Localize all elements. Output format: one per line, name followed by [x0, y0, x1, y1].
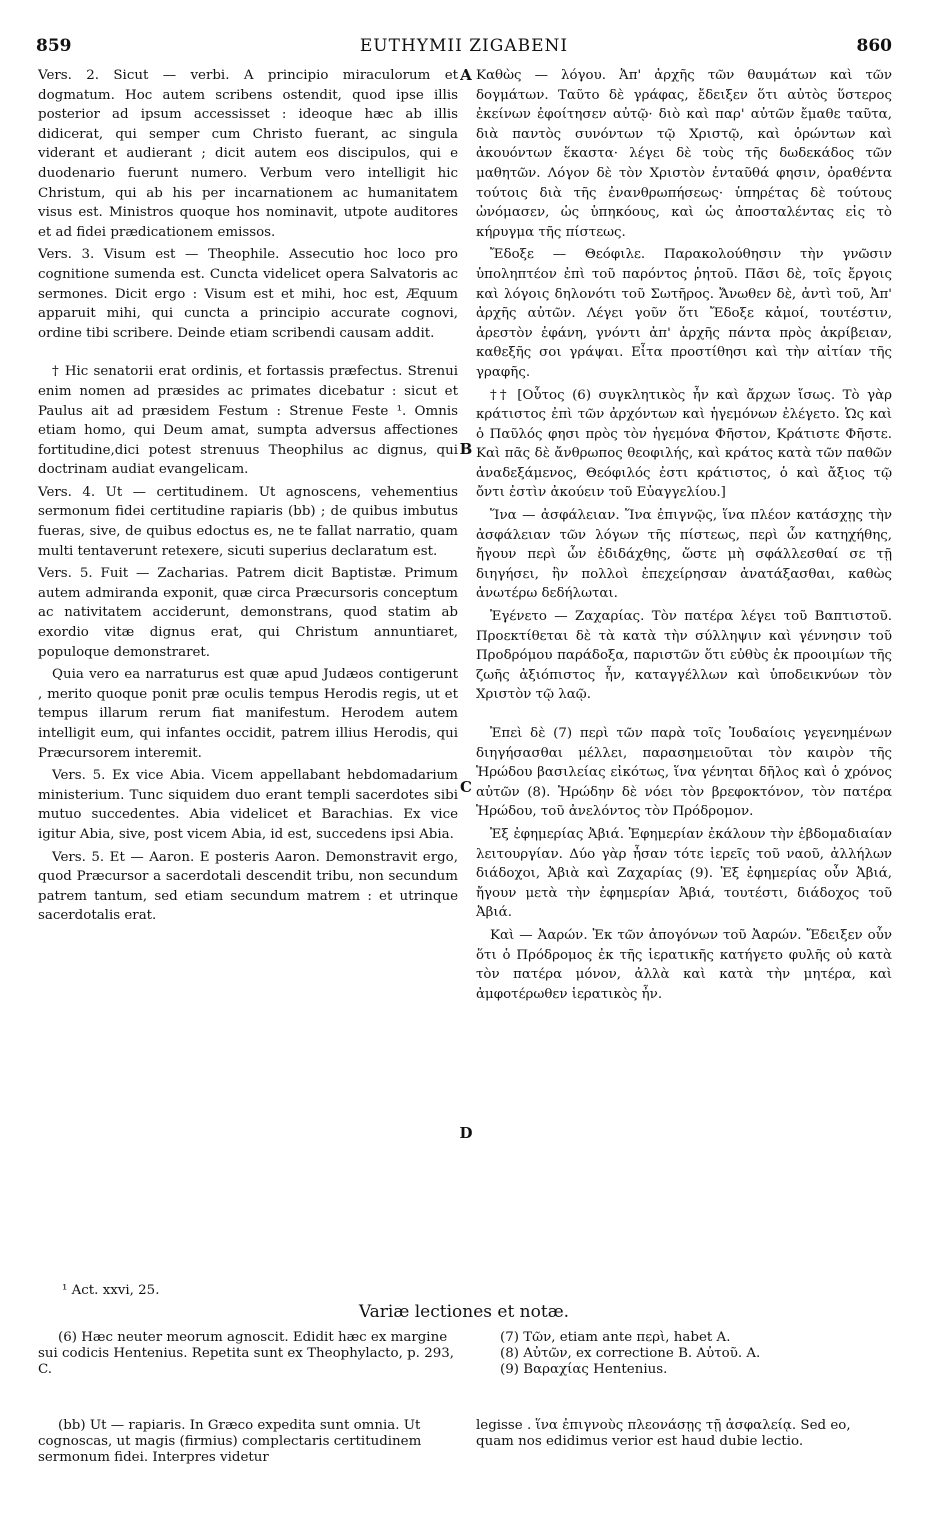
latin-para-7: Vers. 5. Ex vice Abia. Vicem appellabant hebdomadarium ministerium. Tunc siquidem duo erant templi sacerdotes sibi mutuo succedentes. Abia videlicet et Barachias. Ex vice igitur Abia, sive, post vicem Abia, id est, succedens ipsi Abia. — [38, 768, 458, 842]
latin-column — [38, 66, 458, 929]
page-number-left: 859 — [36, 36, 72, 56]
variant-note-6: (6) Hæc neuter meorum agnoscit. Edidit hæc ex margine sui codicis Hentenius. Repetita sunt ex Theophylacto, p. 293, C. — [38, 1330, 455, 1377]
greek-para-2: Ἔδοξε — Θεόφιλε. Παρακολούθησιν τὴν γνῶσιν ὑποληπτέον ἐπὶ τοῦ παρόντος ῥητοῦ. Πᾶσι δὲ, τοῖς ἔργοις καὶ λόγοις δηλονότι τοῦ Σωτῆρος. Ἄνωθεν δὲ, ἀντὶ τοῦ, Ἀπ' ἀρχῆς αὐτῶν. Λέγει γοῦν ὅτι Ἔδοξε κἀμοί, τουτέστιν, ἀρεστὸν ἐφάνη, γνόντι ἀπ' ἀρχῆς πάντα πρὸς ἀκρίβειαν, καθεξῆς σοι γράψαι. Εἶτα προστίθησι καὶ τὴν αἰτίαν τῆς γραφῆς. — [476, 247, 892, 380]
variae-lectiones-title: Variæ lectiones et notæ. — [358, 1302, 570, 1322]
latin-para-8: Vers. 5. Et — Aaron. E posteris Aaron. Demonstravit ergo, quod Præcursor a sacerdotali descendit tribu, non secundum patrem tantum, sed etiam secundum matrem : et utrinque sacerdotalis erat. — [38, 849, 458, 924]
greek-column — [476, 66, 892, 1007]
footnote: ¹ Act. xxvi, 25. — [62, 1283, 160, 1298]
margin-marker-b: B — [459, 440, 473, 458]
greek-para-5: Ἐγένετο — Ζαχαρίας. Τὸν πατέρα λέγει τοῦ Βαπτιστοῦ. Προεκτίθεται δὲ τὰ κατὰ τὴν σύλληψιν καὶ γέννησιν τοῦ Προδρόμου παράδοξα, παριστῶν ὅτι εὐθὺς ἐκ προοιμίων τῆς ζωῆς ἀξιόπιστος ἦν, καταγγέλλων καὶ ὑποδεικνύων τὸν Χριστὸν τῷ λαῷ. — [476, 609, 892, 703]
greek-para-1: Καθὼς — λόγου. Ἀπ' ἀρχῆς τῶν θαυμάτων καὶ τῶν δογμάτων. Ταῦτο δὲ γράφας, ἔδειξεν ὅτι αὐτὸς ὕστερος ἐκείνων ἐφοίτησεν αὐτῷ· διὸ καὶ παρ' αὐτῶν ἔμαθε ταῦτα, διὰ παντὸς συνόντων τῷ Χριστῷ, καὶ ὁρώντων καὶ ἀκουόντων ἕκαστα· λέγει δὲ τοὺς τῆς δωδεκάδος τῶν μαθητῶν. Λόγον δὲ τὸν Χριστὸν ἐνταῦθά φησιν, ὀραθέντα τούτοις διὰ τῆς ἐνανθρωπήσεως· ὑπηρέτας δὲ τούτους ὠνόμασεν, ὡς ὑπηκόους, καὶ ὡς ἀποσταλέντας εἰς τὸ κήρυγμα τῆς πίστεως. — [476, 68, 892, 240]
variant-note-bb-continued: legisse . ἵνα ἐπιγνοὺς πλεονάσῃς τῇ ἀσφαλείᾳ. Sed eo, quam nos edidimus verior est haud dubie lectio. — [476, 1418, 851, 1449]
margin-marker-c: C — [460, 778, 472, 796]
margin-marker-a: A — [460, 66, 472, 84]
greek-para-6: Ἐπεὶ δὲ (7) περὶ τῶν παρὰ τοῖς Ἰουδαίοις γεγενημένων διηγήσασθαι μέλλει, παρασημειοῦται τὸν καιρὸν τῆς Ἡρώδου βασιλείας εἰκότως, ἵνα γένηται δῆλος καὶ ὁ χρόνος αὐτῶν (8). Ἡρώδην δὲ νόει τὸν βρεφοκτόνον, τὸν πατέρα Ἡρώδου, τοῦ ἀνελόντος τὸν Πρόδρομον. — [476, 726, 892, 820]
variant-note-8: (8) Αὐτῶν, ex correctione B. Αὐτοῦ. A. — [500, 1346, 761, 1361]
margin-marker-d: D — [459, 1124, 473, 1142]
running-header — [36, 36, 892, 62]
variant-note-bb: (bb) Ut — rapiaris. In Græco expedita sunt omnia. Ut cognoscas, ut magis (firmius) complectaris certitudinem sermonum fidei. Interpres videtur — [38, 1418, 422, 1465]
latin-para-4: Vers. 4. Ut — certitudinem. Ut agnoscens, vehementius sermonum fidei certitudine rapiaris (bb) ; de quibus imbutus fueras, sive, de quibus edoctus es, ne te fallat narratio, quam multi tentaverunt retexere, sicuti superius declaratum est. — [38, 484, 458, 559]
latin-para-1: Vers. 2. Sicut — verbi. A principio miraculorum et dogmatum. Hoc autem scribens ostendit, quod ipse illis posterior ad ipsum accessisset : ideoque hæc ab illis didicerat, qui semper cum Christo fuerant, ac singula viderant et audierant ; dicit autem eos discipulos, qui e duodenario fuerunt numero. Verbum vero intelligit hic Christum, qui ab his per incarnationem ac humanitatem visus est. Ministros quoque hos nominavit, utpote auditores et ad fidei prædicationem emissos. — [38, 68, 458, 240]
latin-para-6: Quia vero ea narraturus est quæ apud Judæos contigerunt , merito quoque ponit præ oculis tempus Herodis regis, ut et tempus illarum rerum fiat manifestum. Herodem autem intelligit eum, qui infantes occidit, patrem illius Herodis, qui Præcursorem interemit. — [38, 667, 458, 761]
variant-note-9: (9) Βαραχίας Hentenius. — [500, 1362, 668, 1377]
latin-para-5: Vers. 5. Fuit — Zacharias. Patrem dicit Baptistæ. Primum autem admiranda exponit, quæ circa Præcursoris conceptum ac nativitatem acciderunt, demonstrans, quod statim ab exordio vitæ dignus erat, qui Christum annuntiaret, populoque demonstraret. — [38, 566, 458, 660]
greek-para-7: Ἐξ ἐφημερίας Ἀβιά. Ἐφημερίαν ἐκάλουν τὴν ἑβδομαδιαίαν λειτουργίαν. Δύο γὰρ ἦσαν τότε ἱερεῖς τοῦ ναοῦ, ἀλλήλων διάδοχοι, Ἀβιὰ καὶ Ζαχαρίας (9). Ἐξ ἐφημερίας οὖν Ἀβιά, ἤγουν μετὰ τὴν ἐφημερίαν Ἀβιά, τουτέστι, διάδοχος τοῦ Ἀβιά. — [476, 826, 892, 921]
variant-note-7: (7) Τῶν, etiam ante περὶ, habet A. — [500, 1330, 731, 1345]
greek-para-8: Καὶ — Ἀαρών. Ἐκ τῶν ἀπογόνων τοῦ Ἀαρών. Ἔδειξεν οὖν ὅτι ὁ Πρόδρομος ἐκ τῆς ἱερατικῆς κατήγετο φυλῆς οὐ κατὰ τὸν πατέρα μόνον, ἀλλὰ καὶ κατὰ τὴν μητέρα, καὶ ἀμφοτέρωθεν ἱερατικὸς ἦν. — [476, 927, 892, 1002]
running-title: EUTHYMII ZIGABENI — [359, 36, 569, 56]
latin-para-2: Vers. 3. Visum est — Theophile. Assecutio hoc loco pro cognitione sumenda est. Cuncta videlicet opera Salvatoris ac sermones. Dicit ergo : Visum est et mihi, hoc est, Æquum apparuit mihi, qui cuncta a principio accurate cognovi, ordine tibi scribere. Deinde etiam scribendi causam addit. — [38, 247, 458, 341]
page-number-right: 860 — [856, 36, 892, 56]
variant-notes-right — [500, 1330, 892, 1378]
latin-para-3: † Hic senatorii erat ordinis, et fortassis præfectus. Strenui enim nomen ad præsides ac primates dicebatur : sicut et Paulus ait ad præsidem Festum : Strenue Feste ¹. Omnis etiam homo, qui Deum amat, sumpta adversus affectiones fortitudine,dici potest strenuus Theophilus ac dignus, qui doctrinam audiat evangelicam. — [38, 364, 458, 478]
greek-para-3: †† [Οὗτος (6) συγκλητικὸς ἦν καὶ ἄρχων ἴσως. Τὸ γὰρ κράτιστος ἐπὶ τῶν ἀρχόντων καὶ ἡγεμόνων ἐλέγετο. Ὡς καὶ ὁ Παῦλός φησι πρὸς τὸν ἡγεμόνα Φῆστον, Κράτιστε Φῆστε. Καὶ πᾶς δὲ ἄνθρωπος θεοφιλής, καὶ κράτος κατὰ τῶν παθῶν ἀναδεξάμενος, Θεόφιλός ἐστι κράτιστος, ὁ καὶ ἄξιος τῷ ὄντι ἐστὶν ἀκούειν τοῦ Εὐαγγελίου.] — [476, 387, 892, 501]
greek-para-4: Ἵνα — ἀσφάλειαν. Ἵνα ἐπιγνῷς, ἵνα πλέον κατάσχῃς τὴν ἀσφάλειαν τῶν λόγων τῆς πίστεως, περὶ ὧν κατηχήθης, ἤγουν περὶ ὧν ἐδιδάχθης, ὥστε μὴ σφάλλεσθαί σε τῇ διηγήσει, ἣν πολλοὶ ἐπεχείρησαν ἀνατάξασθαι, καθὼς ἀνωτέρω δεδήλωται. — [476, 508, 892, 602]
